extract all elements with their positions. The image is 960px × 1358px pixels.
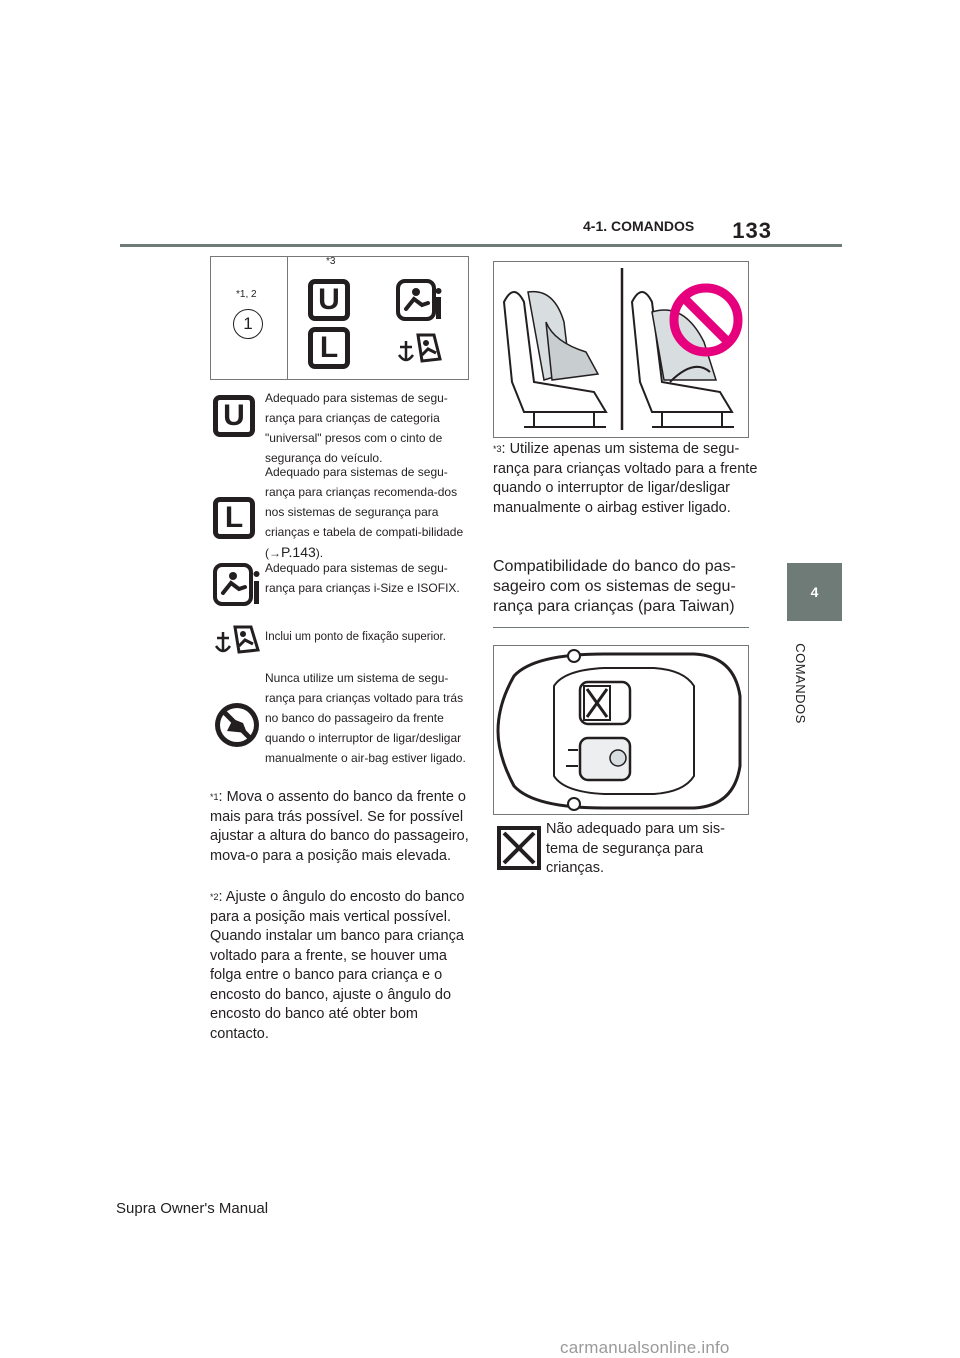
footnote-2-mark: *2 [210, 892, 219, 902]
legend-l-text [265, 462, 470, 563]
manual-footer: Supra Owner's Manual [116, 1200, 269, 1217]
legend-u-letter: U [223, 399, 245, 432]
legend-l-text-end: ). [315, 546, 324, 560]
chapter-label-text: COMANDOS [792, 643, 808, 724]
footnote-1-mark: *1 [210, 792, 219, 802]
footnote-3-mark: *3 [493, 444, 502, 454]
u-letter: U [318, 283, 340, 316]
semi-universal-l-icon [308, 327, 350, 369]
header-rule [120, 244, 842, 247]
not-suitable-text: Não adequado para um sis-tema de segurança para crianças. [546, 821, 725, 876]
legend-i-size-text: Adequado para sistemas de segu-rança para crianças i-Size e ISOFIX. [265, 561, 460, 595]
l-letter: L [319, 331, 339, 364]
page-number: 133 [732, 218, 772, 243]
legend-u-icon [213, 395, 255, 437]
legend-anchor-icon [213, 624, 263, 660]
i-size-seat-icon [396, 279, 446, 323]
legend-u-text: Adequado para sistemas de segu-rança para crianças de categoria "universal" presos com o cinto de segurança do veículo. [265, 391, 448, 465]
child-seat-illustration [494, 262, 748, 437]
not-suitable-x-icon [497, 826, 541, 870]
taiwan-heading: Compatibilidade do banco do pas-sageiro com os sistemas de segu-rança para crianças (para Taiwan) [493, 558, 736, 615]
watermark[interactable]: carmanualsonline.info [560, 1338, 730, 1357]
col1-note: *1, 2 [236, 289, 257, 300]
anchor-seat-icon [396, 329, 446, 373]
chapter-side-label [772, 640, 852, 724]
x-mark-icon [501, 830, 537, 866]
legend-l-icon [213, 497, 255, 539]
footnote-3: $^{*3}$: Utilize apenas um sistema de segu-rança para crianças voltado para a frente quando o interruptor de ligar/desligar manualmente o airbag estiver ligado. [493, 441, 758, 516]
footnote-2-text: Ajuste o ângulo do encosto do banco para a posição mais vertical possível. Quando instalar um banco para criança voltado para a frente, se houver uma folga entre o banco para criança e o encosto do banco, ajuste o ângulo do encosto do banco até obter bom contacto. [210, 889, 465, 1042]
legend-l-text-main: Adequado para sistemas de segu-rança para crianças recomenda-dos nos sistemas de segurança para crianças e tabela de compati-bilidade ( [265, 465, 464, 560]
footnote-3-text: Utilize apenas um sistema de segu-rança para crianças voltado para a frente quando o interruptor de ligar/desligar manualmente o airbag estiver ligado. [493, 441, 758, 516]
position-number-icon [233, 309, 263, 339]
seat-installation-figure [493, 261, 749, 438]
chapter-number: 4 [810, 584, 819, 600]
heading-underline [493, 627, 749, 628]
position-number: 1 [243, 314, 253, 333]
page-ref-link[interactable]: P.143 [281, 544, 316, 560]
legend-l-letter: L [224, 501, 244, 534]
car-top-view-illustration [494, 646, 748, 814]
footnote-2: $^{*2}$: Ajuste o ângulo do encosto do banco para a posição mais vertical possível. Quando instalar um banco para criança voltado para a frente, se houver uma folga entre o banco para criança e o encosto do banco, ajuste o ângulo do encosto do banco até obter bom contacto. [210, 889, 465, 1042]
section-title: 4-1. COMANDOS [583, 218, 695, 234]
page-ref-arrow: → [269, 546, 281, 560]
legend-i-size-icon [213, 562, 263, 608]
seat-legend-table [210, 256, 469, 380]
chapter-tab[interactable] [787, 563, 842, 621]
car-top-view-figure [493, 645, 749, 815]
footnote-1: $^{*1}$: Mova o assento do banco da frente o mais para trás possível. Se for possível ajustar a altura do banco do passageiro, mova-o para a posição mais elevada. [210, 789, 469, 864]
legend-no-rear-text: Nunca utilize um sistema de segu-rança para crianças voltado para trás no banco do passageiro da frente quando o interruptor de ligar/desligar manualmente o air-bag estiver ligado. [265, 671, 466, 765]
col2-note: *3 [326, 256, 336, 267]
legend-anchor-text: Inclui um ponto de fixação superior. [265, 631, 446, 643]
table-divider [287, 257, 288, 379]
no-rear-facing-icon [213, 701, 261, 749]
universal-u-icon [308, 279, 350, 321]
footnote-1-text: Mova o assento do banco da frente o mais para trás possível. Se for possível ajustar a altura do banco do passageiro, mova-o para a posição mais elevada. [210, 789, 469, 864]
